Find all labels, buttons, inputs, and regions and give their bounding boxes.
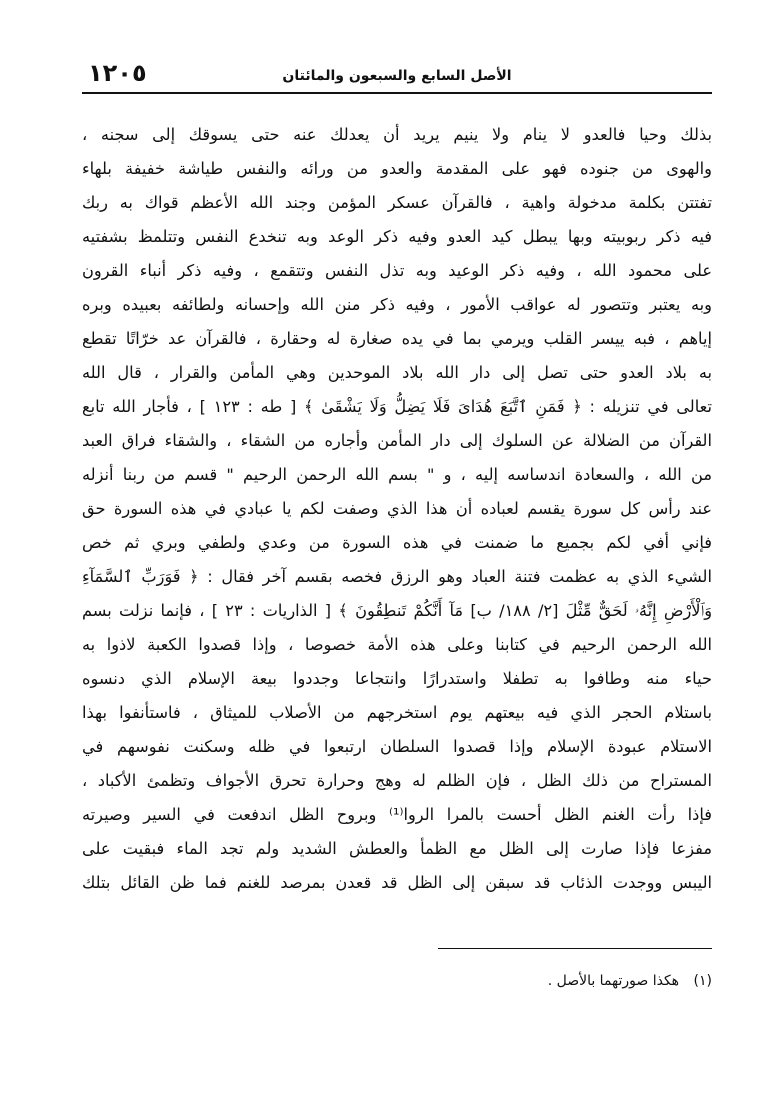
text-line: والهوى من جنوده فهو على المقدمة والعدو من ورائه والنفس طياشة خفيفة بلهاء: [82, 159, 712, 178]
text-line: اليبس ووجدت الذئاب قد سبقن إلى الظل قد قعدن بمرصد للغنم فما ظن القائل بتلك: [82, 873, 712, 892]
text-line: عند رأس كل سورة يقسم لعباده أن هذا الذي وصفت لكم يا عبادي في هذه السورة حق: [82, 499, 712, 518]
page-number: ١٢٠٥: [88, 59, 147, 87]
text-line: فيه ذكر ربوبيته وبها يبطل كيد العدو وفيه ذكر الوعد وبه تنخدع النفس وتتلمظ بشفتيه: [82, 227, 712, 246]
text-line: باستلام الحجر الذي فيه بيعتهم يوم استخرجهم من الأصلاب للميثاق ، فاستأنفوا بهذا: [82, 703, 712, 722]
text-line: مفزعا فإذا صارت إلى الظل مع الظمأ والعطش الشديد ولم تجد الماء فبقيت على: [82, 839, 712, 858]
page-header: [82, 58, 712, 94]
text-line: الله الرحمن الرحيم في كتابنا وعلى هذه الأمة خصوصا ، وإذا قصدوا الكعبة لاذوا به: [82, 635, 712, 654]
text-line: حياء منه وطافوا به تطفلا واستدرارًا وانتجاعا وجددوا بيعة الإسلام الذي دنسوه: [82, 669, 712, 688]
text-line: به بلاد العدو حتى تصل إلى دار الله بلاد الموحدين وهي المأمن والقرار ، قال الله: [82, 363, 712, 382]
running-title: الأصل السابع والسبعون والمائتان: [282, 68, 512, 84]
text-line: من الله ، والسعادة اندساسه إليه ، و " بسم الله الرحمن الرحيم " قسم من ربنا أنزله: [82, 465, 712, 484]
text-line: بذلك وحيا فالعدو لا ينام ولا ينيم يريد أن يعدلك عنه حتى يسوقك إلى سجنه ،: [82, 125, 712, 144]
text-line: على محمود الله ، وفيه ذكر الوعيد وبه تذل النفس وتتقمع ، وفيه ذكر أنباء القرون: [82, 261, 712, 280]
text-line: الشيء الذي به عظمت فتنة العباد وهو الرزق فخصه بقسم آخر فقال : ﴿ فَوَرَبِّ ٱلسَّمَآءِ: [82, 567, 712, 586]
footnote-separator: [438, 948, 712, 949]
text-line: الاستلام عبودة الإسلام وإذا قصدوا السلطان ارتبعوا في ظله وسكنت نفوسهم في: [82, 737, 712, 756]
text-line: القرآن من الضلالة عن السلوك إلى دار المأمن وأجاره من الشقاء ، والشقاء فراق العبد: [82, 431, 712, 450]
text-line: وبه يعتبر وتتصور له عواقب الأمور ، وفيه ذكر منن الله وإحسانه ولطائفه بعبيده وبره: [82, 295, 712, 314]
text-line: المستراح من ذلك الظل ، فإن الظلم له وهج وحرارة تحرق الأجواف وتظمئ الأكباد ،: [82, 771, 712, 790]
footnote-marker: (١): [693, 973, 712, 989]
text-line: فإني أفي لكم بجميع ما ضمنت في هذه السورة من وعدي ولطفي وبري ثم خص: [82, 533, 712, 552]
text-line: وَٱلْأَرْضِ إِنَّهُۥ لَحَقٌّ مِّثْلَ [٢/ ١٨٨/ ب] مَآ أَنَّكُمْ تَنطِقُونَ ﴾ [ الذاريات : ٢٣ ] ، فإنما نزلت بسم: [82, 601, 712, 620]
text-line: تعالى في تنزيله : ﴿ فَمَنِ ٱتَّبَعَ هُدَاىَ فَلَا يَضِلُّ وَلَا يَشْقَىٰ ﴾ [ طه : ١٢٣ ] ، فأجار الله تابع: [82, 397, 712, 416]
main-text: [82, 118, 712, 900]
footnote: [400, 968, 712, 994]
footnote-text: هكذا صورتهما بالأصل .: [547, 973, 680, 989]
text-line: فإذا رأت الغنم الظل أحست بالمرا الروا⁽¹⁾ وبروح الظل اندفعت في السير وصيرته: [82, 805, 712, 824]
text-line: تفتتن بكلمة مدخولة واهية ، فالقرآن عسكر المؤمن وجند الله الأعظم قواك به ربك: [82, 193, 712, 212]
text-line: إياهم ، فبه ييسر القلب ويرمي بما في يده صغارة له وحقارة ، فالقرآن عد خرّاتًا تقطع: [82, 329, 712, 348]
